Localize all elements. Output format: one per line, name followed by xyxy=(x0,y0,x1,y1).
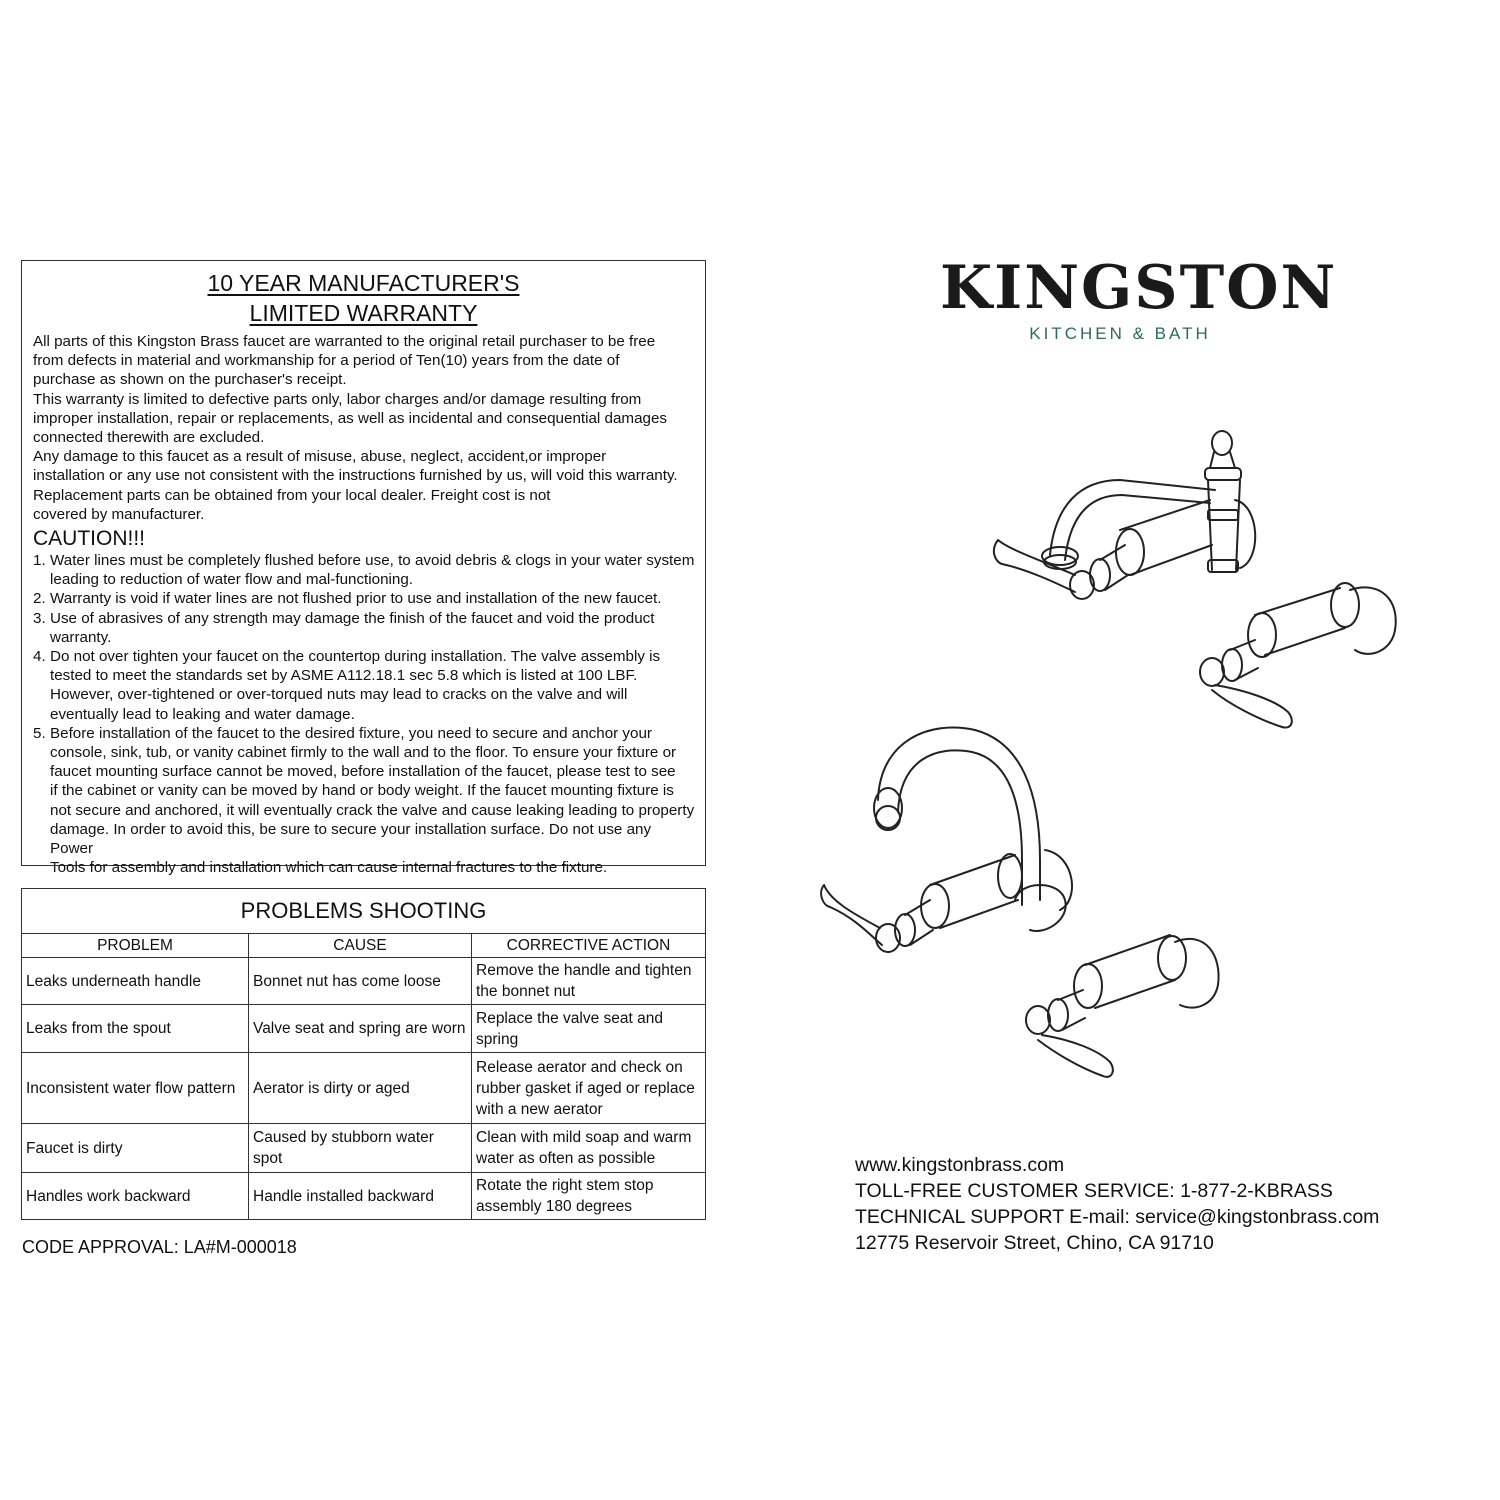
cell-cause: Handle installed backward xyxy=(249,1173,472,1220)
caution-item-line: tested to meet the standards set by ASME A112.18.1 sec 5.8 which is listed at 100 LBF. xyxy=(50,667,638,685)
cell-problem: Faucet is dirty xyxy=(22,1124,249,1173)
warranty-text-line: Any damage to this faucet as a result of misuse, abuse, neglect, accident,or improper xyxy=(33,448,607,466)
faucet-high-arc-spout-illustration xyxy=(821,728,1218,1077)
caution-item-line: Warranty is void if water lines are not flushed prior to use and installation of the new faucet. xyxy=(50,590,662,608)
cell-cause: Bonnet nut has come loose xyxy=(249,958,472,1005)
warranty-text-line: installation or any use not consistent with the instructions furnished by us, will void this warranty. xyxy=(33,467,678,485)
cell-problem: Leaks underneath handle xyxy=(22,958,249,1005)
caution-title: CAUTION!!! xyxy=(33,527,146,551)
caution-item-line: eventually lead to leaking and water damage. xyxy=(50,705,355,723)
cell-action: Replace the valve seat and spring xyxy=(472,1005,706,1053)
caution-item-number: 3. xyxy=(33,609,46,627)
caution-item-line: damage. In order to avoid this, be sure to secure your installation surface. Do not use any Power xyxy=(50,820,652,858)
header-cause: CAUSE xyxy=(249,934,472,958)
header-problem: PROBLEM xyxy=(22,934,249,958)
warranty-title-line-2: LIMITED WARRANTY xyxy=(249,300,478,326)
cell-action: Release aerator and check on rubber gasket if aged or replace with a new aerator xyxy=(472,1053,706,1124)
cell-action: Remove the handle and tighten the bonnet nut xyxy=(472,958,706,1005)
contact-info xyxy=(855,1152,1379,1256)
caution-item-line: Do not over tighten your faucet on the countertop during installation. The valve assembly is xyxy=(50,648,661,666)
caution-item-line: Tools for assembly and installation which can cause internal fractures to the fixture. xyxy=(50,859,608,877)
cell-problem: Inconsistent water flow pattern xyxy=(22,1053,249,1124)
cell-cause: Aerator is dirty or aged xyxy=(249,1053,472,1124)
warranty-text-line: This warranty is limited to defective parts only, labor charges and/or damage resulting from xyxy=(33,390,642,408)
cell-problem: Leaks from the spout xyxy=(22,1005,249,1053)
caution-item-number: 2. xyxy=(33,590,46,608)
caution-item-line: Water lines must be completely flushed before use, to avoid debris & clogs in your water system xyxy=(50,552,695,570)
problems-title: PROBLEMS SHOOTING xyxy=(22,889,705,934)
cell-cause: Valve seat and spring are worn xyxy=(249,1005,472,1053)
cell-cause: Caused by stubborn water spot xyxy=(249,1124,472,1173)
caution-item-line: Before installation of the faucet to the desired fixture, you need to secure and anchor your xyxy=(50,724,652,742)
warranty-text-line: improper installation, repair or replacements, as well as incidental and consequential damages xyxy=(33,409,668,427)
cell-action: Rotate the right stem stop assembly 180 degrees xyxy=(472,1173,706,1220)
warranty-text-line: All parts of this Kingston Brass faucet are warranted to the original retail purchaser to be free xyxy=(33,333,656,350)
caution-item-line: console, sink, tub, or vanity cabinet firmly to the wall and to the floor. To ensure your fixture or xyxy=(50,744,677,762)
website-link[interactable]: www.kingstonbrass.com xyxy=(855,1154,1065,1176)
address: 12775 Reservoir Street, Chino, CA 91710 xyxy=(855,1232,1214,1254)
code-approval: CODE APPROVAL: LA#M-000018 xyxy=(22,1237,297,1257)
warranty-text-line: covered by manufacturer. xyxy=(33,505,205,523)
caution-item-number: 5. xyxy=(33,724,46,742)
brand-name: KINGSTON xyxy=(940,253,1338,323)
faucet-short-spout-illustration xyxy=(994,431,1396,728)
tech-support-email: TECHNICAL SUPPORT E-mail: service@kingstonbrass.com xyxy=(855,1206,1380,1228)
warranty-text-line: purchase as shown on the purchaser's receipt. xyxy=(33,371,347,389)
caution-item-number: 1. xyxy=(33,552,46,570)
caution-item-line: leading to reduction of water flow and mal-functioning. xyxy=(50,571,414,589)
header-corrective-action: CORRECTIVE ACTION xyxy=(472,934,706,958)
toll-free-phone: TOLL-FREE CUSTOMER SERVICE: 1-877-2-KBRASS xyxy=(855,1180,1333,1202)
brand-tagline: KITCHEN & BATH xyxy=(1029,324,1211,343)
warranty-title-line-1: 10 YEAR MANUFACTURER'S xyxy=(207,270,520,296)
caution-item-line: Use of abrasives of any strength may damage the finish of the faucet and void the product xyxy=(50,609,655,627)
caution-item-line: if the cabinet or vanity can be moved by hand or body weight. If the faucet mounting fixture is xyxy=(50,782,674,800)
cell-action: Clean with mild soap and warm water as often as possible xyxy=(472,1124,706,1173)
warranty-text-line: connected therewith are excluded. xyxy=(33,429,265,447)
caution-item-line: faucet mounting surface cannot be moved, before installation of the faucet, please test to see xyxy=(50,763,676,781)
warranty-text-line: from defects in material and workmanship for a period of Ten(10) years from the date of xyxy=(33,352,620,370)
warranty-text-line: Replacement parts can be obtained from your local dealer. Freight cost is not xyxy=(33,486,551,504)
cell-problem: Handles work backward xyxy=(22,1173,249,1220)
caution-item-number: 4. xyxy=(33,648,46,666)
caution-item-line: not secure and anchored, it will eventually crack the valve and cause leaking leading to property xyxy=(50,801,695,819)
caution-item-line: However, over-tightened or over-torqued nuts may lead to cracks on the valve and will xyxy=(50,686,628,704)
caution-item-line: warranty. xyxy=(50,628,112,646)
